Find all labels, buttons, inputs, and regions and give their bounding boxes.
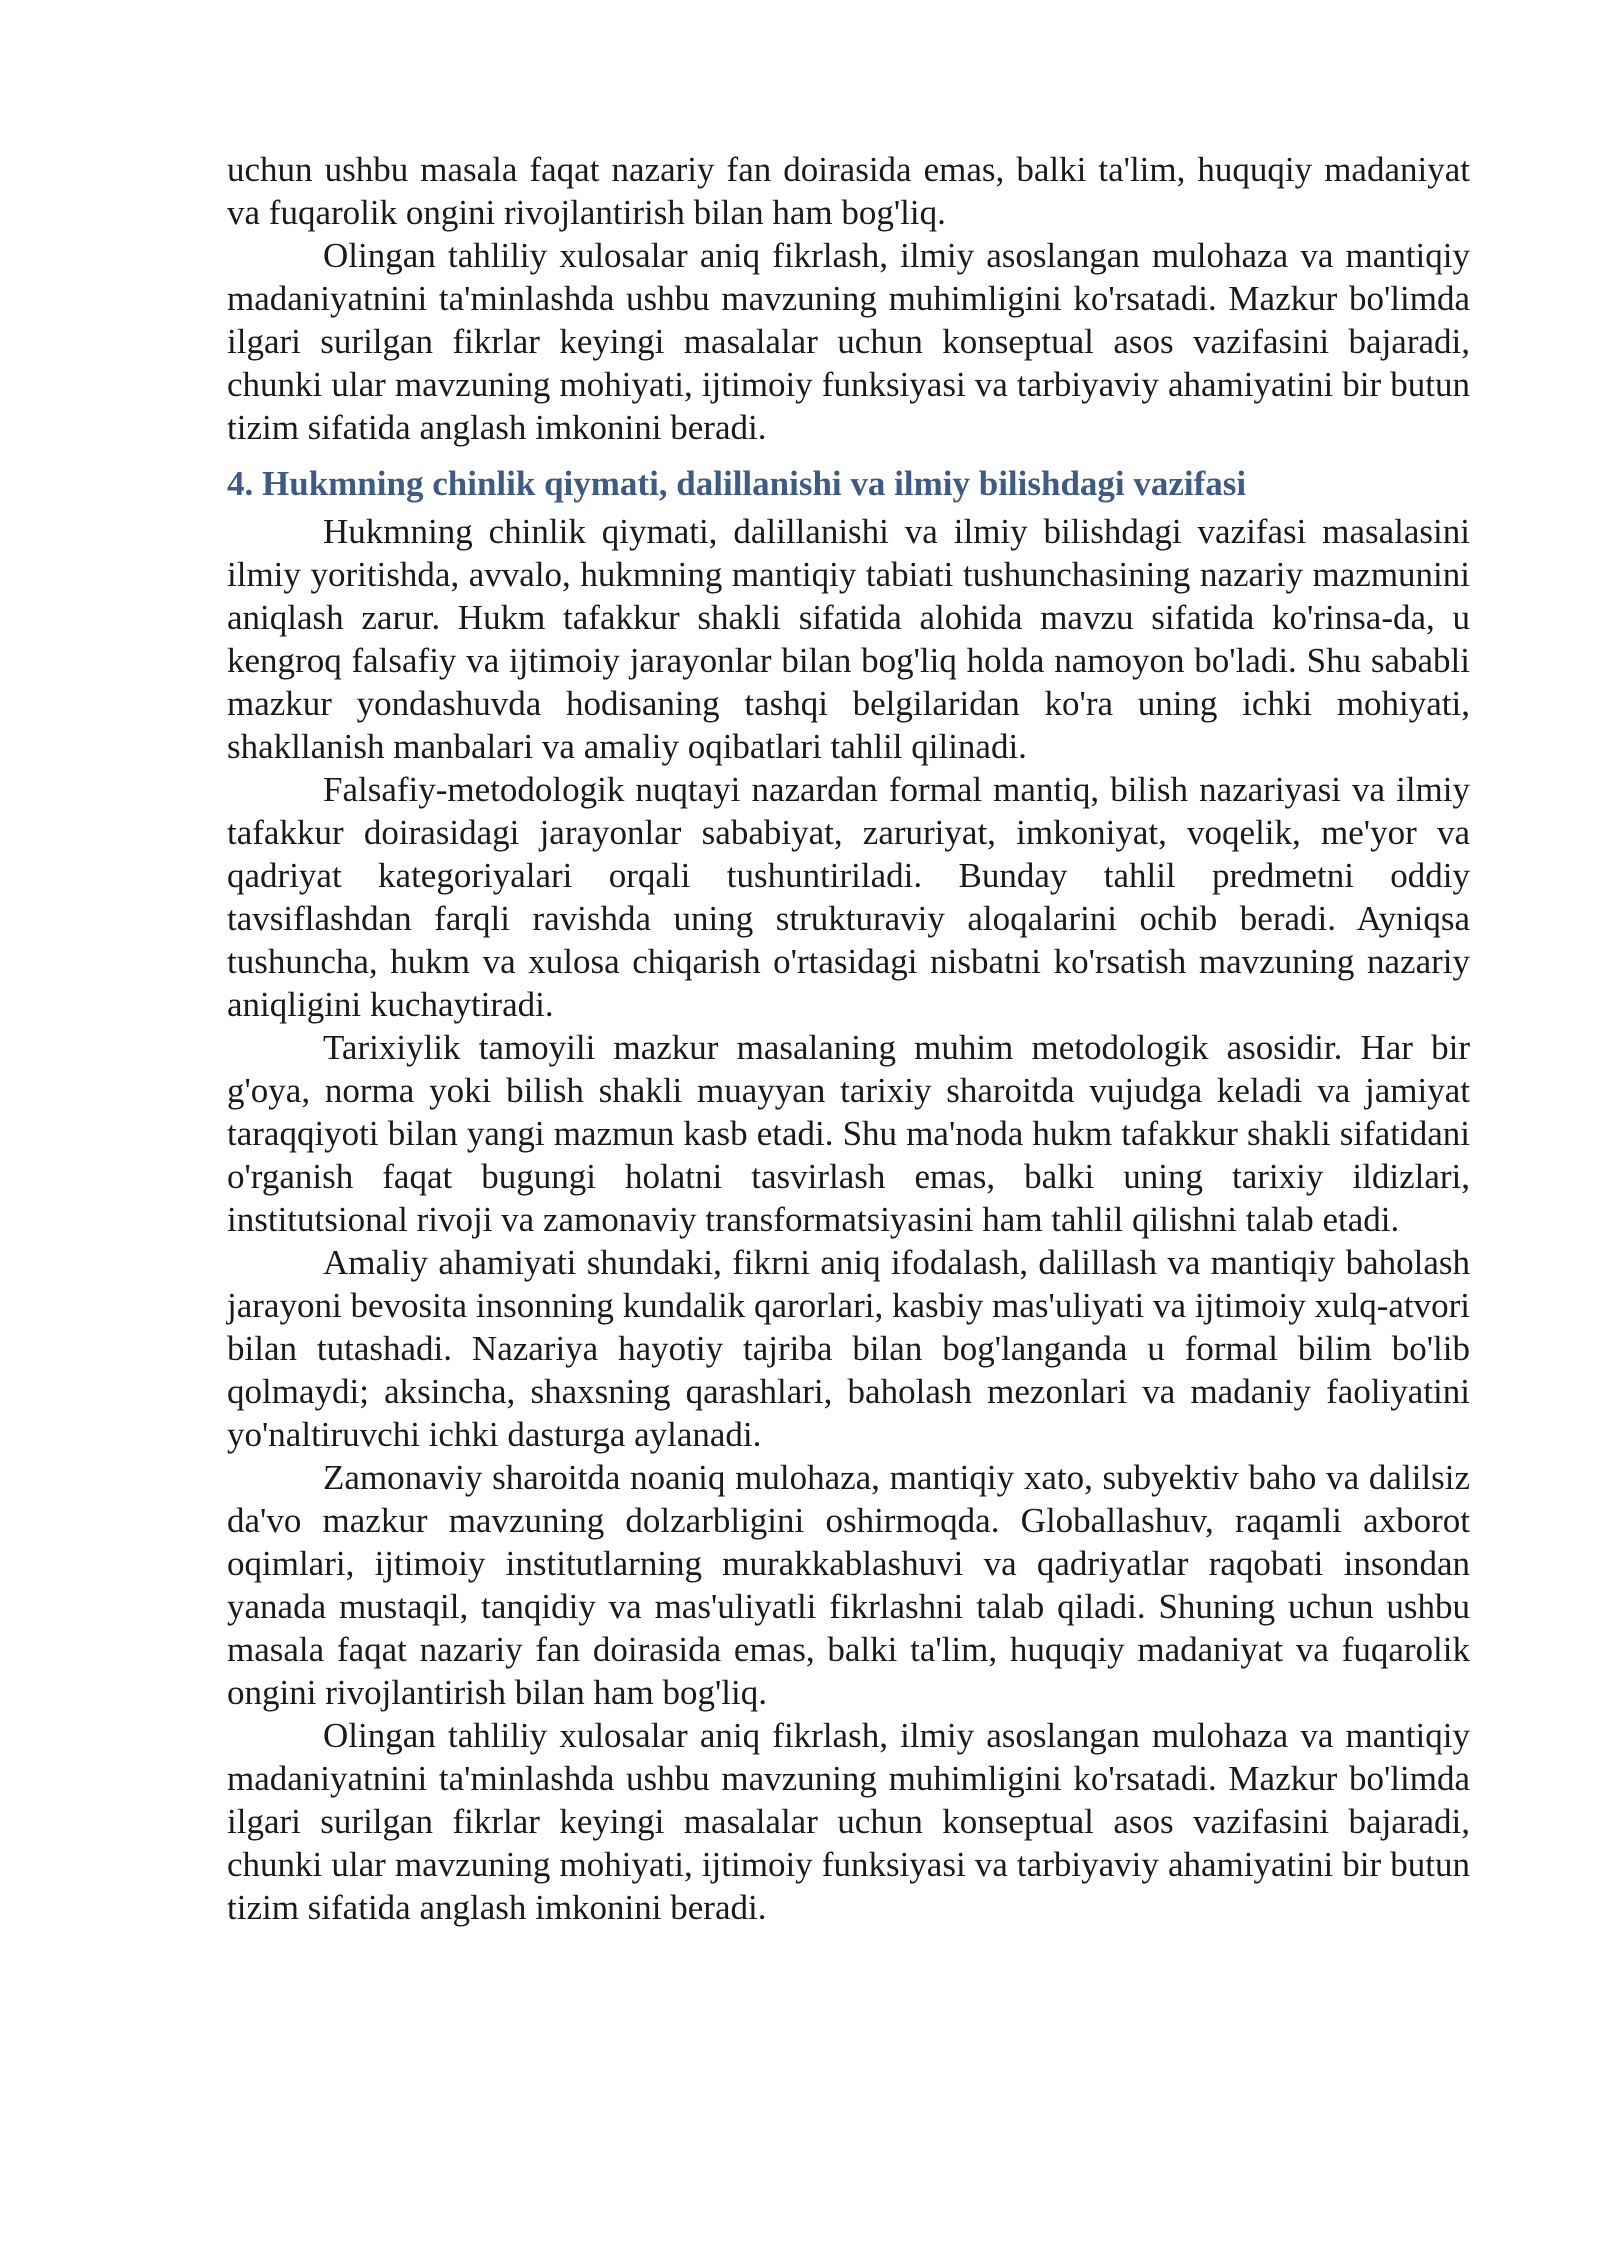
paragraph-5: Zamonaviy sharoitda noaniq mulohaza, mantiqiy xato, subyektiv baho va dalilsiz da'vo mazkur mavzuning dolzarbligini oshirmoqda. Globallashuv, raqamli axborot oqimlari, ijtimoiy institutlarning murakkablashuvi va qadriyatlar raqobati insondan yanada mustaqil, tanqidiy va mas'uliyatli fikrlashni talab qiladi. Shuning uchun ushbu masala faqat nazariy fan doirasida emas, balki ta'lim, huquqiy madaniyat va fuqarolik ongini rivojlantirish bilan ham bog'liq. <box>227 1458 1470 1712</box>
paragraph-continued: uchun ushbu masala faqat nazariy fan doirasida emas, balki ta'lim, huquqiy madaniyat va fuqarolik ongini rivojlantirish bilan ham bog'liq. <box>227 150 1470 232</box>
document-page <box>227 148 1470 1929</box>
paragraph-6: Olingan tahliliy xulosalar aniq fikrlash, ilmiy asoslangan mulohaza va mantiqiy madaniyatnini ta'minlashda ushbu mavzuning muhimligini ko'rsatadi. Mazkur bo'limda ilgari surilgan fikrlar keyingi masalalar uchun konseptual asos vazifasini bajaradi, chunki ular mavzuning mohiyati, ijtimoiy funksiyasi va tarbiyaviy ahamiyatini bir butun tizim sifatida anglash imkonini beradi. <box>227 1716 1470 1927</box>
section-heading: 4. Hukmning chinlik qiymati, dalillanishi va ilmiy bilishdagi vazifasi <box>227 464 1247 503</box>
paragraph-2: Falsafiy-metodologik nuqtayi nazardan formal mantiq, bilish nazariyasi va ilmiy tafakkur doirasidagi jarayonlar sababiyat, zaruriyat, imkoniyat, voqelik, me'yor va qadriyat kategoriyalari orqali tushuntiriladi. Bunday tahlil predmetni oddiy tavsiflashdan farqli ravishda uning strukturaviy aloqalarini ochib beradi. Ayniqsa tushuncha, hukm va xulosa chiqarish o'rtasidagi nisbatni ko'rsatish mavzuning nazariy aniqligini kuchaytiradi. <box>227 770 1470 1024</box>
paragraph-4: Amaliy ahamiyati shundaki, fikrni aniq ifodalash, dalillash va mantiqiy baholash jarayoni bevosita insonning kundalik qarorlari, kasbiy mas'uliyati va ijtimoiy xulq-atvori bilan tutashadi. Nazariya hayotiy tajriba bilan bog'langanda u formal bilim bo'lib qolmaydi; aksincha, shaxsning qarashlari, baholash mezonlari va madaniy faoliyatini yo'naltiruvchi ichki dasturga aylanadi. <box>227 1243 1470 1454</box>
paragraph-3: Tarixiylik tamoyili mazkur masalaning muhim metodologik asosidir. Har bir g'oya, norma yoki bilish shakli muayyan tarixiy sharoitda vujudga keladi va jamiyat taraqqiyoti bilan yangi mazmun kasb etadi. Shu ma'noda hukm tafakkur shakli sifatidani o'rganish faqat bugungi holatni tasvirlash emas, balki uning tarixiy ildizlari, institutsional rivoji va zamonaviy transformatsiyasini ham tahlil qilishni talab etadi. <box>227 1028 1470 1239</box>
paragraph-1: Hukmning chinlik qiymati, dalillanishi va ilmiy bilishdagi vazifasi masalasini ilmiy yoritishda, avvalo, hukmning mantiqiy tabiati tushunchasining nazariy mazmunini aniqlash zarur. Hukm tafakkur shakli sifatida alohida mavzu sifatida ko'rinsa-da, u kengroq falsafiy va ijtimoiy jarayonlar bilan bog'liq holda namoyon bo'ladi. Shu sababli mazkur yondashuvda hodisaning tashqi belgilaridan ko'ra uning ichki mohiyati, shakllanish manbalari va amaliy oqibatlari tahlil qilinadi. <box>227 512 1470 766</box>
paragraph-intro-conclusion: Olingan tahliliy xulosalar aniq fikrlash, ilmiy asoslangan mulohaza va mantiqiy madaniyatnini ta'minlashda ushbu mavzuning muhimligini ko'rsatadi. Mazkur bo'limda ilgari surilgan fikrlar keyingi masalalar uchun konseptual asos vazifasini bajaradi, chunki ular mavzuning mohiyati, ijtimoiy funksiyasi va tarbiyaviy ahamiyatini bir butun tizim sifatida anglash imkonini beradi. <box>227 236 1470 447</box>
